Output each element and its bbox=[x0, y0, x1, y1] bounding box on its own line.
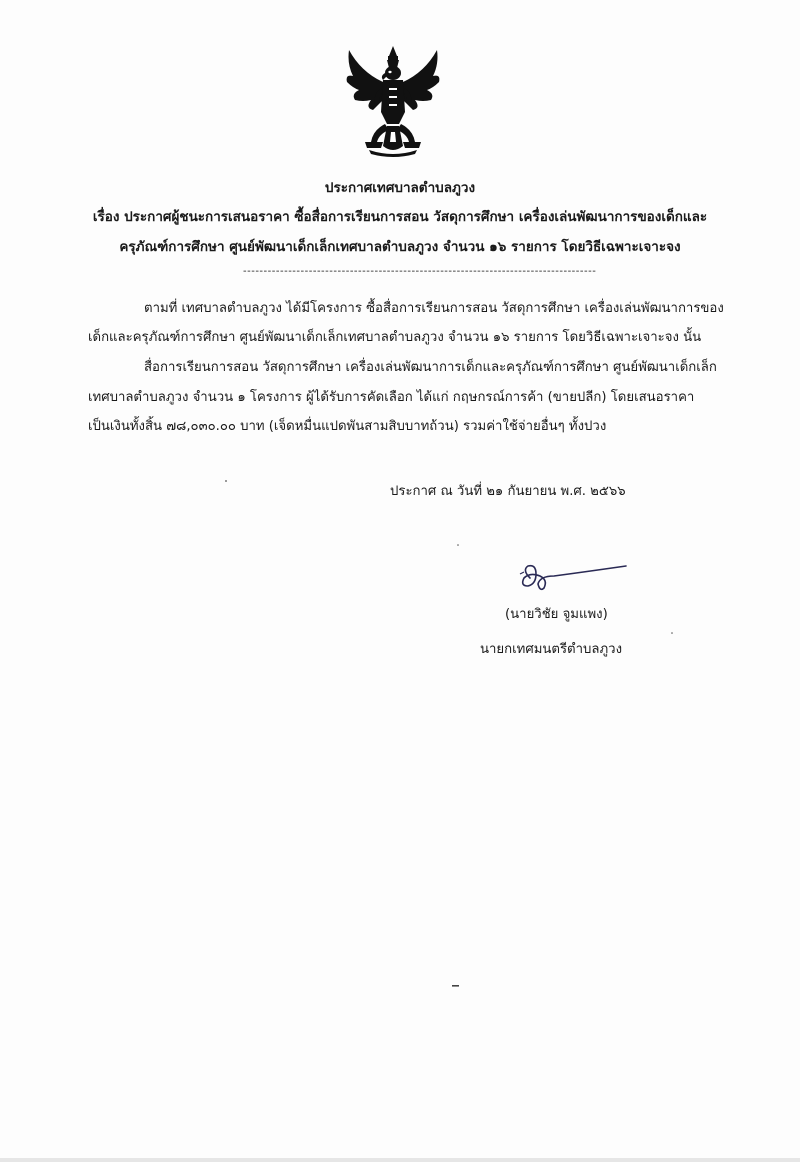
signer-name: (นายวิชัย จูมแพง) bbox=[505, 607, 608, 622]
signer-position: นายกเทศมนตรีตำบลภูวง bbox=[480, 642, 623, 657]
body-paragraph-line: เป็นเงินทั้งสิ้น ๗๘,๐๓๐.๐๐ บาท (เจ็ดหมื่นแปดพันสามสิบบาทถ้วน) รวมค่าใช้จ่ายอื่นๆ ทั้งปวง bbox=[88, 419, 607, 434]
announcement-date: ประกาศ ณ วันที่ ๒๑ กันยายน พ.ศ. ๒๕๖๖ bbox=[390, 484, 626, 499]
body-paragraph-line: เทศบาลตำบลภูวง จำนวน ๑ โครงการ ผู้ได้รับการคัดเลือก ได้แก่ กฤษกรณ์การค้า (ขายปลีก) โดยเสนอราคา bbox=[88, 390, 695, 405]
body-paragraph-line: ตามที่ เทศบาลตำบลภูวง ได้มีโครงการ ซื้อสื่อการเรียนการสอน วัสดุการศึกษา เครื่องเล่นพัฒนาการของ bbox=[144, 301, 724, 316]
signature-icon bbox=[514, 558, 634, 598]
scan-bottom-edge bbox=[0, 1158, 800, 1162]
subject-line-2: ครุภัณฑ์การศึกษา ศูนย์พัฒนาเด็กเล็กเทศบาลตำบลภูวง จำนวน ๑๖ รายการ โดยวิธีเฉพาะเจาะจง bbox=[119, 239, 681, 255]
garuda-emblem-icon bbox=[343, 42, 443, 160]
subject-line-1: เรื่อง ประกาศผู้ชนะการเสนอราคา ซื้อสื่อการเรียนการสอน วัสดุการศึกษา เครื่องเล่นพัฒนาการของเด็กและ bbox=[92, 209, 708, 225]
body-paragraph-line: สื่อการเรียนการสอน วัสดุการศึกษา เครื่องเล่นพัฒนาการเด็กและครุภัณฑ์การศึกษา ศูนย์พัฒนาเด็กเล็ก bbox=[144, 360, 717, 375]
separator-line: -------------------------------------------------------------------------------------- bbox=[243, 266, 597, 277]
page-title: ประกาศเทศบาลตำบลภูวง bbox=[324, 180, 476, 196]
body-paragraph-line: เด็กและครุภัณฑ์การศึกษา ศูนย์พัฒนาเด็กเล็กเทศบาลตำบลภูวง จำนวน ๑๖ รายการ โดยวิธีเฉพาะเจาะจง นั้น bbox=[88, 330, 702, 345]
